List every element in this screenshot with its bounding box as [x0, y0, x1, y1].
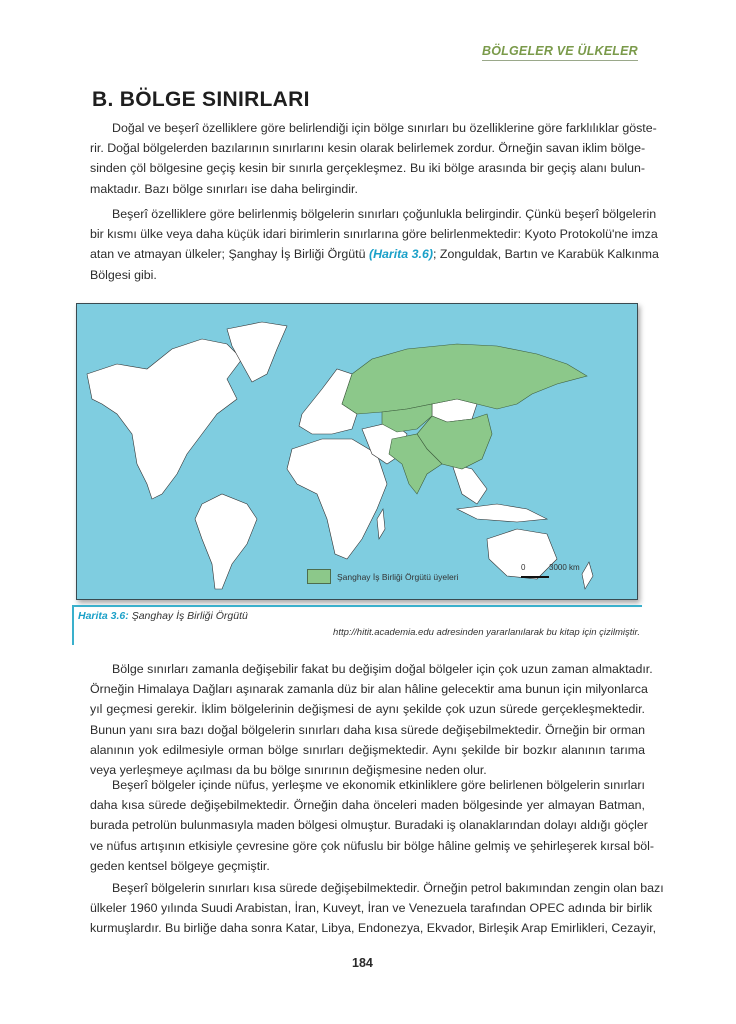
world-map — [77, 304, 637, 599]
map-reference-link[interactable]: (Harita 3.6) — [368, 247, 433, 262]
scale-end-label: 3000 km — [549, 563, 580, 572]
world-map-figure — [76, 303, 638, 600]
text-line: Bunun yanı sıra bazı doğal bölgelerin sınırları daha kısa sürede değişebilmektedir. Örneğin bir orman — [90, 722, 645, 737]
southeast-asia-landmass — [452, 464, 487, 504]
text-line: kurmuşlardır. Bu birliğe daha sonra Katar, Libya, Endonezya, Ekvador, Birleşik Arap Emirlikleri, Cezayir, — [90, 921, 657, 936]
caption-source: http://hitit.academia.edu adresinden yararlanılarak bu kitap için çizilmiştir. — [333, 627, 640, 638]
text-line: bir kısmı ülke veya daha küçük idari birimlerin sınırlarına göre belirlenmektedir: Kyoto Protokolü'ne imza — [90, 227, 658, 242]
scale-bar-line — [521, 576, 549, 578]
indonesia-landmass — [457, 504, 547, 522]
page-number: 184 — [352, 956, 373, 970]
north-america-landmass — [87, 339, 242, 499]
greenland-landmass — [227, 322, 287, 382]
legend-swatch-sco-members — [307, 569, 331, 584]
text-line: rir. Doğal bölgelerden bazılarının sınırlarını kesin olarak belirlemek zordur. Örneğin savan iklim bölge- — [90, 141, 646, 156]
text-line: Örneğin Himalaya Dağları aşınarak zamanla düz bir alan hâline gelecektir ama bunun için milyonlarca — [90, 682, 648, 697]
map-scale-bar — [521, 563, 591, 583]
africa-landmass — [287, 439, 387, 559]
south-america-landmass — [195, 494, 257, 589]
text-line: Bölgesi gibi. — [90, 267, 157, 282]
text-line: Beşerî bölgeler içinde nüfus, yerleşme ve ekonomik etkinliklere göre belirlenen bölgelerin sınırları — [112, 778, 645, 792]
caption-label: Harita 3.6: — [78, 610, 129, 622]
map-caption — [72, 605, 642, 645]
text-line: Doğal ve beşerî özelliklere göre belirlendiği için bölge sınırları bu özelliklerine göre farklılıklar göste- — [112, 121, 657, 135]
paragraph-1 — [90, 118, 657, 199]
caption-text: Şanghay İş Birliği Örgütü — [131, 610, 248, 622]
paragraph-4 — [90, 775, 655, 876]
text-line: ülkeler 1960 yılında Suudi Arabistan, İran, Kuveyt, İran ve Venezuela tarafından OPEC adında bir birlik — [90, 901, 653, 916]
section-title: B. BÖLGE SINIRLARI — [92, 88, 310, 111]
caption-title — [78, 610, 248, 622]
scale-start-label: 0 — [521, 563, 526, 572]
paragraph-3 — [90, 659, 653, 780]
text-line: ve nüfus artışının etkisiyle çevresine göre çok nüfuslu bir bölge hâline gelmiş ve şehirleşerek kırsal böl- — [90, 838, 655, 853]
text-line: Beşerî bölgelerin sınırları kısa sürede değişebilmektedir. Örneğin petrol bakımından zengin olan bazı — [112, 881, 664, 895]
map-legend — [307, 569, 458, 584]
legend-label: Şanghay İş Birliği Örgütü üyeleri — [337, 571, 459, 582]
text-line: daha kısa sürede değişebilmektedir. Örneğin daha önceleri maden bölgesinde yer almayan Batman, — [90, 798, 645, 813]
text-line: burada petrolün bulunmasıyla maden bölgesi olmuştur. Buradaki iş olanaklarından dolayı aldığı göçler — [90, 818, 648, 833]
paragraph-2 — [90, 204, 659, 285]
text-line: Bölge sınırları zamanla değişebilir fakat bu değişim doğal bölgeler için çok uzun zaman almaktadır. — [112, 662, 653, 676]
text-line: maktadır. Bazı bölge sınırları ise daha belirgindir. — [90, 181, 358, 196]
text-segment: ; Zonguldak, Bartın ve Karabük Kalkınma — [432, 247, 659, 262]
text-line: alanının yok edilmesiyle orman bölge sınırları değişmektedir. Aynı şekilde bir bozkır alanının tarıma — [90, 742, 645, 757]
text-line — [90, 244, 659, 264]
text-line: veya yerleşmeye açılması da bu bölge sınırının değişmesine neden olur. — [90, 763, 487, 778]
text-line: geden kentsel bölgeye geçmiştir. — [90, 858, 270, 873]
text-line: Beşerî özelliklere göre belirlenmiş bölgelerin sınırları çoğunlukla belirgindir. Çünkü beşerî bölgelerin — [112, 207, 657, 221]
text-line: sinden çöl bölgesine geçiş kesin bir sınırla gerçekleşmez. Bu iki bölge arasında bir geçiş alanı bulun- — [90, 161, 645, 176]
text-line: yıl geçmesi gerekir. İklim bölgelerinin değişmesi de aynı şekilde çok uzun sürede gerçekleşmektedir. — [90, 702, 645, 717]
running-head: BÖLGELER VE ÜLKELER — [482, 44, 638, 61]
madagascar-landmass — [377, 509, 385, 539]
paragraph-5 — [90, 878, 664, 939]
text-segment: atan ve atmayan ülkeler; Şanghay İş Birliği Örgütü — [90, 247, 369, 262]
